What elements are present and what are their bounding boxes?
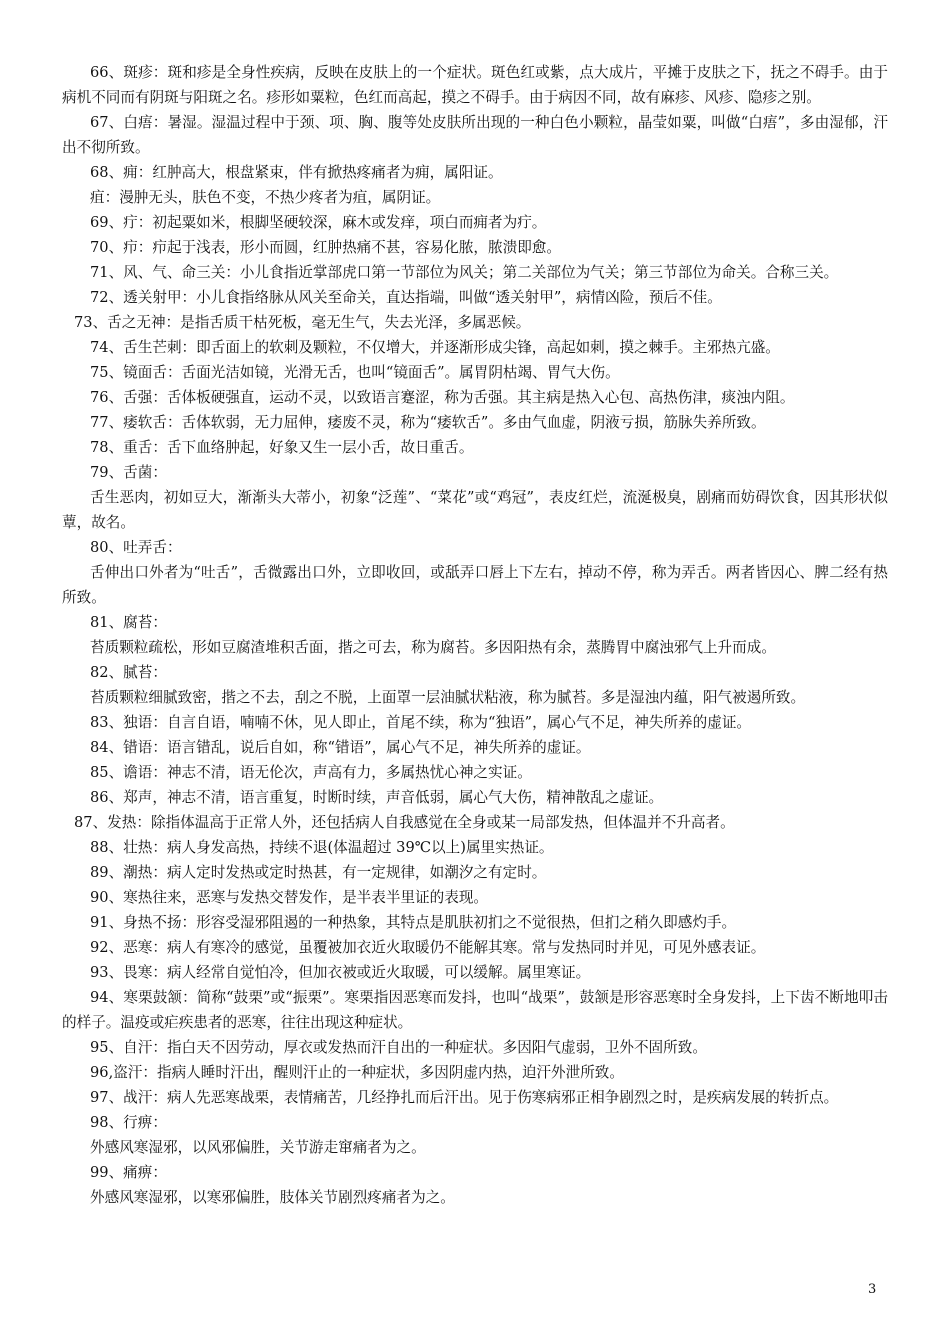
- paragraph: 72、透关射甲：小儿食指络脉从风关至命关，直达指端，叫做“透关射甲”，病情凶险，预后不佳。: [90, 289, 722, 306]
- paragraph: 外感风寒湿邪，以风邪偏胜，关节游走窜痛者为之。: [90, 1139, 426, 1156]
- paragraph: 舌生恶肉，初如豆大，渐渐头大蒂小，初象“泛莲”、“菜花”或“鸡冠”，表皮红烂，流涎极臭，剧痛而妨碍饮食，因其形状似蕈，故名。: [62, 489, 888, 531]
- paragraph: 苔质颗粒细腻致密，揩之不去，刮之不脱，上面罩一层油腻状粘液，称为腻苔。多是湿浊内蕴，阳气被遏所致。: [90, 689, 806, 706]
- paragraph: 70、疖：疖起于浅表，形小而圆，红肿热痛不甚，容易化脓，脓溃即愈。: [90, 239, 561, 256]
- paragraph: 疽：漫肿无头，肤色不变，不热少疼者为疽，属阴证。: [90, 189, 441, 206]
- paragraph: 67、白痦：暑湿。湿温过程中于颈、项、胸、腹等处皮肤所出现的一种白色小颗粒，晶莹如粟，叫做“白痦”，多由湿郁，汗出不彻所致。: [62, 114, 888, 156]
- paragraph: 99、痛痹：: [90, 1164, 167, 1181]
- paragraph: 94、寒栗鼓颔：简称“鼓栗”或“振栗”。寒栗指因恶寒而发抖，也叫“战栗”，鼓颔是形容恶寒时全身发抖，上下齿不断地叩击的样子。温疫或疟疾患者的恶寒，往往出现这种症状。: [62, 989, 888, 1031]
- paragraph: 95、自汗：指白天不因劳动，厚衣或发热而汗自出的一种症状。多因阳气虚弱，卫外不固所致。: [90, 1039, 707, 1056]
- paragraph: 93、畏寒：病人经常自觉怕冷，但加衣被或近火取暖，可以缓解。属里寒证。: [90, 964, 591, 981]
- paragraph: 苔质颗粒疏松，形如豆腐渣堆积舌面，揩之可去，称为腐苔。多因阳热有余，蒸腾胃中腐浊邪气上升而成。: [90, 639, 776, 656]
- paragraph: 舌伸出口外者为“吐舌”，舌微露出口外，立即收回，或舐弄口唇上下左右，掉动不停，称为弄舌。两者皆因心、脾二经有热所致。: [62, 564, 888, 606]
- paragraph: 外感风寒湿邪，以寒邪偏胜，肢体关节剧烈疼痛者为之。: [90, 1189, 455, 1206]
- paragraph: 74、舌生芒刺：即舌面上的软刺及颗粒，不仅增大，并逐渐形成尖锋，高起如刺，摸之棘手。主邪热亢盛。: [90, 339, 780, 356]
- paragraph: 71、风、气、命三关：小儿食指近掌部虎口第一节部位为风关；第二关部位为气关；第三节部位为命关。合称三关。: [90, 264, 839, 281]
- paragraph: 96,盗汗：指病人睡时汗出，醒则汗止的一种症状，多因阴虚内热，迫汗外泄所致。: [90, 1064, 624, 1081]
- paragraph: 69、疔：初起粟如米，根脚坚硬较深，麻木或发痒，项白而痈者为疔。: [90, 214, 547, 231]
- paragraph: 89、潮热：病人定时发热或定时热甚，有一定规律，如潮汐之有定时。: [90, 864, 547, 881]
- document-body: [62, 60, 888, 1210]
- page-number: 3: [868, 1282, 877, 1297]
- paragraph: 68、痈：红肿高大，根盘紧束，伴有掀热疼痛者为痈，属阳证。: [90, 164, 503, 181]
- paragraph: 79、舌菌：: [90, 464, 167, 481]
- paragraph: 77、痿软舌：舌体软弱，无力屈伸，痿废不灵，称为“痿软舌”。多由气血虚，阴液亏损，筋脉失养所致。: [90, 414, 766, 431]
- paragraph: 66、斑疹：斑和疹是全身性疾病，反映在皮肤上的一个症状。斑色红或紫，点大成片，平摊于皮肤之下，抚之不碍手。由于病机不同而有阴斑与阳斑之名。疹形如粟粒，色红而高起，摸之不碍手。由于病因不同，故有麻疹、风疹、隐疹之别。: [62, 64, 888, 106]
- paragraph: 86、郑声，神志不清，语言重复，时断时续，声音低弱，属心气大伤，精神散乱之虚证。: [90, 789, 664, 806]
- paragraph: 82、腻苔：: [90, 664, 167, 681]
- paragraph: 98、行痹：: [90, 1114, 167, 1131]
- paragraph: 75、镜面舌：舌面光洁如镜，光滑无舌，也叫“镜面舌”。属胃阴枯竭、胃气大伤。: [90, 364, 620, 381]
- paragraph: 90、寒热往来，恶寒与发热交替发作，是半表半里证的表现。: [90, 889, 489, 906]
- paragraph: 73、舌之无神：是指舌质干枯死板，毫无生气，失去光泽，多属恶候。: [74, 314, 531, 331]
- paragraph: 84、错语：语言错乱，说后自如，称“错语”，属心气不足，神失所养的虚证。: [90, 739, 591, 756]
- paragraph: 81、腐苔：: [90, 614, 167, 631]
- paragraph: 87、发热：除指体温高于正常人外，还包括病人自我感觉在全身或某一局部发热，但体温并不升高者。: [74, 814, 735, 831]
- paragraph: 80、吐弄舌：: [90, 539, 182, 556]
- paragraph: 91、身热不扬：形容受湿邪阻遏的一种热象，其特点是肌肤初扪之不觉很热，但扪之稍久即感灼手。: [90, 914, 737, 931]
- paragraph: 97、战汗：病人先恶寒战栗，表情痛苦，几经挣扎而后汗出。见于伤寒病邪正相争剧烈之时，是疾病发展的转折点。: [90, 1089, 839, 1106]
- paragraph: 78、重舌：舌下血络肿起，好象又生一层小舌，故日重舌。: [90, 439, 474, 456]
- paragraph: 83、独语：自言自语，喃喃不休，见人即止，首尾不续，称为“独语”，属心气不足，神失所养的虚证。: [90, 714, 752, 731]
- paragraph: 92、恶寒：病人有寒冷的感觉，虽覆被加衣近火取暖仍不能解其寒。常与发热同时并见，可见外感表证。: [90, 939, 766, 956]
- paragraph: 85、谵语：神志不清，语无伦次，声高有力，多属热忧心神之实证。: [90, 764, 532, 781]
- paragraph: 88、壮热：病人身发高热，持续不退(体温超过 39℃以上)属里实热证。: [90, 839, 554, 856]
- paragraph: 76、舌强：舌体板硬强直，运动不灵，以致语言蹇涩，称为舌强。其主病是热入心包、高热伤津，痰浊内阻。: [90, 389, 795, 406]
